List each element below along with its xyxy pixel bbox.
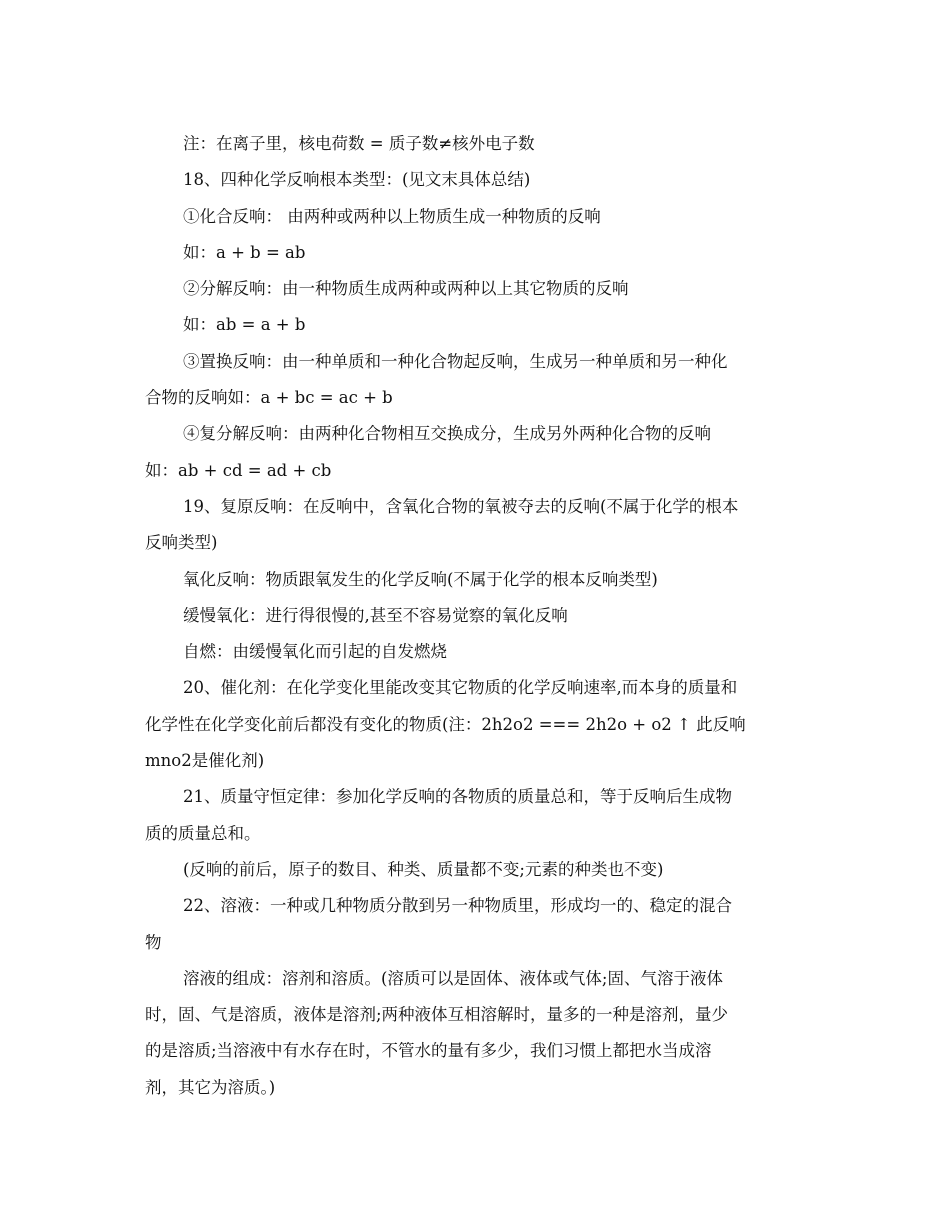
text-line: 反响类型) (145, 533, 218, 553)
text-line: 物 (145, 932, 162, 952)
text-line: (反响的前后，原子的数目、种类、质量都不变;元素的种类也不变) (183, 859, 664, 879)
text-line: 20、催化剂：在化学变化里能改变其它物质的化学反响速率,而本身的质量和 (183, 678, 738, 698)
text-line: 化学性在化学变化前后都没有变化的物质(注：2h2o2 === 2h2o + o2 ↑ 此反响 (145, 714, 746, 734)
text-line: 剂，其它为溶质。) (145, 1077, 276, 1097)
text-line: 质的质量总和。 (145, 823, 261, 843)
text-line: 合物的反响如：a + bc = ac + b (145, 388, 393, 408)
text-line: 自燃：由缓慢氧化而引起的自发燃烧 (183, 642, 447, 662)
text-line: 如：ab = a + b (183, 315, 306, 335)
text-line: ③置换反响：由一种单质和一种化合物起反响，生成另一种单质和另一种化 (183, 351, 728, 371)
text-line: 注：在离子里，核电荷数 = 质子数≠核外电子数 (183, 134, 535, 153)
text-line: mno2是催化剂) (145, 751, 265, 771)
text-line: 21、质量守恒定律：参加化学反响的各物质的质量总和，等于反响后生成物 (183, 787, 732, 807)
text-line: 溶液的组成：溶剂和溶质。(溶质可以是固体、液体或气体;固、气溶于液体 (183, 968, 723, 988)
text-line: 22、溶液：一种或几种物质分散到另一种物质里，形成均一的、稳定的混合 (183, 896, 732, 916)
document-body (145, 126, 810, 1106)
text-line: ④复分解反响：由两种化合物相互交换成分，生成另外两种化合物的反响 (183, 424, 711, 444)
text-line: ②分解反响：由一种物质生成两种或两种以上其它物质的反响 (183, 279, 629, 299)
text-line: 18、四种化学反响根本类型：(见文末具体总结) (183, 170, 531, 190)
text-line: 的是溶质;当溶液中有水存在时，不管水的量有多少，我们习惯上都把水当成溶 (145, 1041, 712, 1061)
text-line: 如：ab + cd = ad + cb (145, 460, 332, 480)
text-line: ①化合反响： 由两种或两种以上物质生成一种物质的反响 (183, 206, 601, 226)
text-line: 缓慢氧化：进行得很慢的,甚至不容易觉察的氧化反响 (183, 605, 568, 625)
text-line: 氧化反响：物质跟氧发生的化学反响(不属于化学的根本反响类型) (183, 569, 658, 589)
text-line: 19、复原反响：在反响中，含氧化合物的氧被夺去的反响(不属于化学的根本 (183, 496, 739, 516)
text-line: 时，固、气是溶质，液体是溶剂;两种液体互相溶解时，量多的一种是溶剂，量少 (145, 1005, 729, 1025)
text-line: 如：a + b = ab (183, 242, 306, 262)
